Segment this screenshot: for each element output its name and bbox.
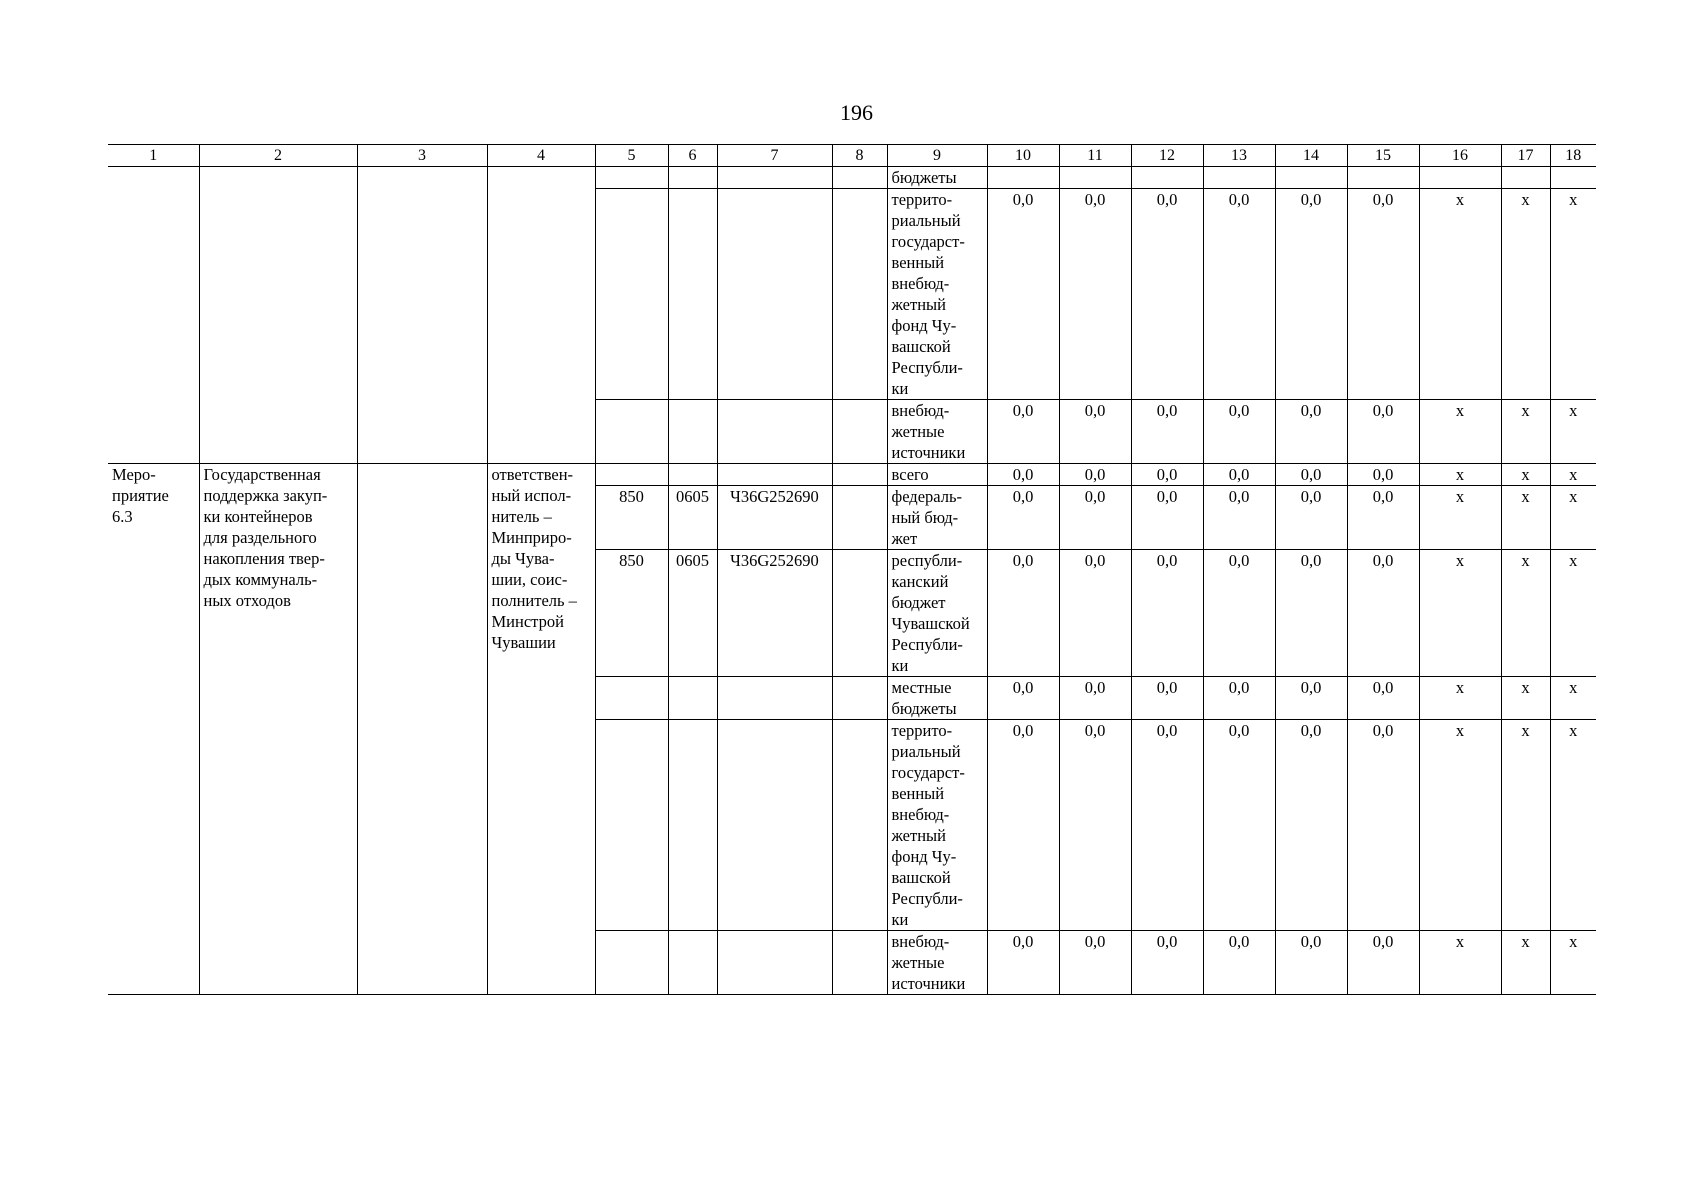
funding-source-line: государст-	[891, 763, 965, 782]
value-cell	[1131, 167, 1203, 189]
value-cell: 0,0	[1131, 931, 1203, 995]
value-cell: 0,0	[1203, 400, 1275, 464]
value-cell: 0,0	[1203, 550, 1275, 677]
measure-executor	[487, 464, 595, 995]
expense-type-code	[832, 931, 887, 995]
page-number: 196	[840, 100, 873, 125]
measure-label	[108, 464, 199, 995]
code-cell	[832, 400, 887, 464]
section-code	[668, 931, 717, 995]
measure-name-line: Государственная	[203, 465, 321, 484]
section-code: 0605	[668, 486, 717, 550]
column-header: 11	[1059, 145, 1131, 167]
funding-source-line: ки	[891, 656, 909, 675]
funding-source	[887, 677, 987, 720]
value-cell	[1203, 167, 1275, 189]
measure-executor-line: ды Чува-	[491, 549, 555, 568]
value-cell: 0,0	[1203, 677, 1275, 720]
target-article-code: Ч36G252690	[717, 550, 832, 677]
column-header: 6	[668, 145, 717, 167]
grbs-code	[595, 677, 668, 720]
column-header: 18	[1550, 145, 1596, 167]
value-cell: x	[1550, 486, 1596, 550]
expense-type-code	[832, 677, 887, 720]
value-cell: 0,0	[1203, 720, 1275, 931]
column-header: 16	[1419, 145, 1501, 167]
value-cell: x	[1550, 550, 1596, 677]
funding-source	[887, 464, 987, 486]
value-cell: 0,0	[987, 677, 1059, 720]
funding-source-line: внебюд-	[891, 805, 950, 824]
value-cell: x	[1501, 550, 1550, 677]
prev-measure-name	[199, 167, 357, 464]
expense-type-code	[832, 720, 887, 931]
funding-source-line: Республи-	[891, 889, 963, 908]
funding-source-line: террито-	[891, 190, 953, 209]
column-header: 1	[108, 145, 199, 167]
value-cell	[1059, 167, 1131, 189]
value-cell: x	[1501, 486, 1550, 550]
column-header: 7	[717, 145, 832, 167]
code-cell	[595, 189, 668, 400]
funding-source-line: Республи-	[891, 635, 963, 654]
funding-source-line: фонд Чу-	[891, 847, 957, 866]
value-cell: 0,0	[1347, 486, 1419, 550]
value-cell: 0,0	[1131, 550, 1203, 677]
measure-name-line: ных отходов	[203, 591, 291, 610]
value-cell: 0,0	[1275, 677, 1347, 720]
code-cell	[595, 400, 668, 464]
target-article-code	[717, 720, 832, 931]
grbs-code	[595, 720, 668, 931]
value-cell: 0,0	[1347, 931, 1419, 995]
value-cell: x	[1501, 720, 1550, 931]
funding-source-line: внебюд-	[891, 401, 950, 420]
funding-source-line: внебюд-	[891, 274, 950, 293]
value-cell: 0,0	[1131, 189, 1203, 400]
funding-source	[887, 486, 987, 550]
value-cell: x	[1419, 486, 1501, 550]
expense-type-code	[832, 464, 887, 486]
value-cell: 0,0	[1059, 400, 1131, 464]
measure-executor-line: ответствен-	[491, 465, 574, 484]
code-cell	[668, 400, 717, 464]
value-cell: 0,0	[1131, 400, 1203, 464]
funding-source-line: бюджеты	[891, 168, 957, 187]
budget-table	[108, 144, 1596, 995]
column-header: 13	[1203, 145, 1275, 167]
expense-type-code	[832, 486, 887, 550]
value-cell: 0,0	[1275, 464, 1347, 486]
value-cell: 0,0	[987, 720, 1059, 931]
value-cell	[987, 167, 1059, 189]
measure-label-line: Меро-	[112, 465, 156, 484]
funding-source-line: риальный	[891, 211, 961, 230]
value-cell: 0,0	[1203, 486, 1275, 550]
value-cell	[1419, 167, 1501, 189]
code-cell	[717, 167, 832, 189]
funding-source-line: жетные	[891, 953, 945, 972]
value-cell: x	[1419, 931, 1501, 995]
funding-source	[887, 400, 987, 464]
prev-executor	[487, 167, 595, 464]
value-cell: 0,0	[987, 486, 1059, 550]
column-header: 8	[832, 145, 887, 167]
measure-name-line: накопления твер-	[203, 549, 325, 568]
column-header: 5	[595, 145, 668, 167]
funding-source-line: всего	[891, 465, 929, 484]
value-cell: x	[1419, 550, 1501, 677]
value-cell: x	[1419, 189, 1501, 400]
value-cell: 0,0	[1059, 464, 1131, 486]
value-cell: 0,0	[1059, 677, 1131, 720]
value-cell	[1275, 167, 1347, 189]
value-cell: x	[1550, 677, 1596, 720]
measure-executor-line: полнитель –	[491, 591, 577, 610]
value-cell: 0,0	[987, 189, 1059, 400]
value-cell	[1550, 167, 1596, 189]
value-cell: 0,0	[1275, 486, 1347, 550]
funding-source-line: федераль-	[891, 487, 962, 506]
funding-source-line: ки	[891, 379, 909, 398]
value-cell: x	[1501, 464, 1550, 486]
value-cell: 0,0	[1275, 189, 1347, 400]
value-cell: 0,0	[1131, 677, 1203, 720]
column-header: 15	[1347, 145, 1419, 167]
prev-measure-label	[108, 167, 199, 464]
funding-source-line: бюджет	[891, 593, 946, 612]
value-cell: 0,0	[1131, 720, 1203, 931]
value-cell: 0,0	[987, 931, 1059, 995]
funding-source-line: внебюд-	[891, 932, 950, 951]
value-cell: 0,0	[1347, 189, 1419, 400]
value-cell: 0,0	[1203, 189, 1275, 400]
column-header: 10	[987, 145, 1059, 167]
funding-source	[887, 931, 987, 995]
funding-source-line: риальный	[891, 742, 961, 761]
funding-source-line: фонд Чу-	[891, 316, 957, 335]
table-row	[108, 167, 1596, 189]
code-cell	[717, 400, 832, 464]
column-header: 14	[1275, 145, 1347, 167]
grbs-code	[595, 931, 668, 995]
value-cell: 0,0	[1059, 550, 1131, 677]
code-cell	[595, 167, 668, 189]
measure-name-line: ки контейнеров	[203, 507, 313, 526]
value-cell: 0,0	[1059, 931, 1131, 995]
grbs-code: 850	[595, 550, 668, 677]
measure-executor-line: Минприро-	[491, 528, 572, 547]
value-cell: x	[1550, 720, 1596, 931]
value-cell: x	[1550, 464, 1596, 486]
funding-source-line: Республи-	[891, 358, 963, 377]
value-cell: 0,0	[1131, 486, 1203, 550]
column-header: 9	[887, 145, 987, 167]
funding-source-line: Чувашской	[891, 614, 970, 633]
funding-source-line: жет	[891, 529, 918, 548]
value-cell: 0,0	[1059, 486, 1131, 550]
measure-label-line: 6.3	[112, 507, 133, 526]
value-cell: 0,0	[1347, 464, 1419, 486]
funding-source-line: источники	[891, 974, 966, 993]
funding-source	[887, 167, 987, 189]
measure-executor-line: шии, соис-	[491, 570, 568, 589]
section-code	[668, 677, 717, 720]
value-cell: 0,0	[1347, 677, 1419, 720]
funding-source-line: республи-	[891, 551, 963, 570]
value-cell: 0,0	[1275, 931, 1347, 995]
header-row	[108, 145, 1596, 167]
code-cell	[832, 167, 887, 189]
code-cell	[832, 189, 887, 400]
measure-name	[199, 464, 357, 995]
funding-source-line: государст-	[891, 232, 965, 251]
value-cell: 0,0	[1347, 720, 1419, 931]
value-cell	[1347, 167, 1419, 189]
funding-source-line: жетный	[891, 826, 946, 845]
funding-source-line: бюджеты	[891, 699, 957, 718]
funding-source-line: венный	[891, 253, 945, 272]
target-article-code	[717, 464, 832, 486]
table-row	[108, 464, 1596, 486]
measure-label-line: приятие	[112, 486, 169, 505]
measure-name-line: поддержка закуп-	[203, 486, 328, 505]
value-cell: x	[1550, 931, 1596, 995]
measure-name-line: для раздельного	[203, 528, 317, 547]
column-header: 12	[1131, 145, 1203, 167]
funding-source-line: вашской	[891, 868, 951, 887]
funding-source	[887, 550, 987, 677]
funding-source	[887, 720, 987, 931]
column-header: 3	[357, 145, 487, 167]
code-cell	[717, 189, 832, 400]
measure-executor-line: Чувашии	[491, 633, 556, 652]
value-cell: 0,0	[1059, 720, 1131, 931]
target-article-code	[717, 931, 832, 995]
code-cell	[668, 189, 717, 400]
value-cell: 0,0	[987, 464, 1059, 486]
value-cell: x	[1550, 400, 1596, 464]
grbs-code: 850	[595, 486, 668, 550]
value-cell: 0,0	[1275, 720, 1347, 931]
funding-source-line: ный бюд-	[891, 508, 959, 527]
value-cell: 0,0	[1203, 931, 1275, 995]
measure-executor-line: ный испол-	[491, 486, 572, 505]
value-cell: x	[1419, 464, 1501, 486]
expense-type-code	[832, 550, 887, 677]
funding-source-line: террито-	[891, 721, 953, 740]
section-code	[668, 464, 717, 486]
value-cell: x	[1501, 400, 1550, 464]
prev-col-3	[357, 167, 487, 464]
value-cell: 0,0	[1347, 400, 1419, 464]
value-cell: x	[1550, 189, 1596, 400]
target-article-code	[717, 677, 832, 720]
column-header: 4	[487, 145, 595, 167]
target-article-code: Ч36G252690	[717, 486, 832, 550]
value-cell: x	[1419, 400, 1501, 464]
value-cell: 0,0	[1131, 464, 1203, 486]
measure-col-3	[357, 464, 487, 995]
measure-executor-line: нитель –	[491, 507, 552, 526]
column-header: 17	[1501, 145, 1550, 167]
funding-source-line: источники	[891, 443, 966, 462]
value-cell: 0,0	[1275, 550, 1347, 677]
column-header: 2	[199, 145, 357, 167]
section-code	[668, 720, 717, 931]
value-cell: x	[1501, 931, 1550, 995]
value-cell: 0,0	[1203, 464, 1275, 486]
value-cell: 0,0	[987, 400, 1059, 464]
value-cell: x	[1501, 189, 1550, 400]
value-cell: 0,0	[1347, 550, 1419, 677]
funding-source-line: ки	[891, 910, 909, 929]
measure-executor-line: Минстрой	[491, 612, 564, 631]
funding-source-line: венный	[891, 784, 945, 803]
code-cell	[668, 167, 717, 189]
funding-source-line: канский	[891, 572, 949, 591]
grbs-code	[595, 464, 668, 486]
value-cell: 0,0	[1275, 400, 1347, 464]
value-cell: x	[1419, 720, 1501, 931]
funding-source-line: местные	[891, 678, 952, 697]
funding-source-line: вашской	[891, 337, 951, 356]
value-cell: x	[1419, 677, 1501, 720]
funding-source	[887, 189, 987, 400]
measure-name-line: дых коммуналь-	[203, 570, 318, 589]
funding-source-line: жетные	[891, 422, 945, 441]
value-cell: x	[1501, 677, 1550, 720]
funding-source-line: жетный	[891, 295, 946, 314]
value-cell: 0,0	[1059, 189, 1131, 400]
value-cell: 0,0	[987, 550, 1059, 677]
section-code: 0605	[668, 550, 717, 677]
value-cell	[1501, 167, 1550, 189]
